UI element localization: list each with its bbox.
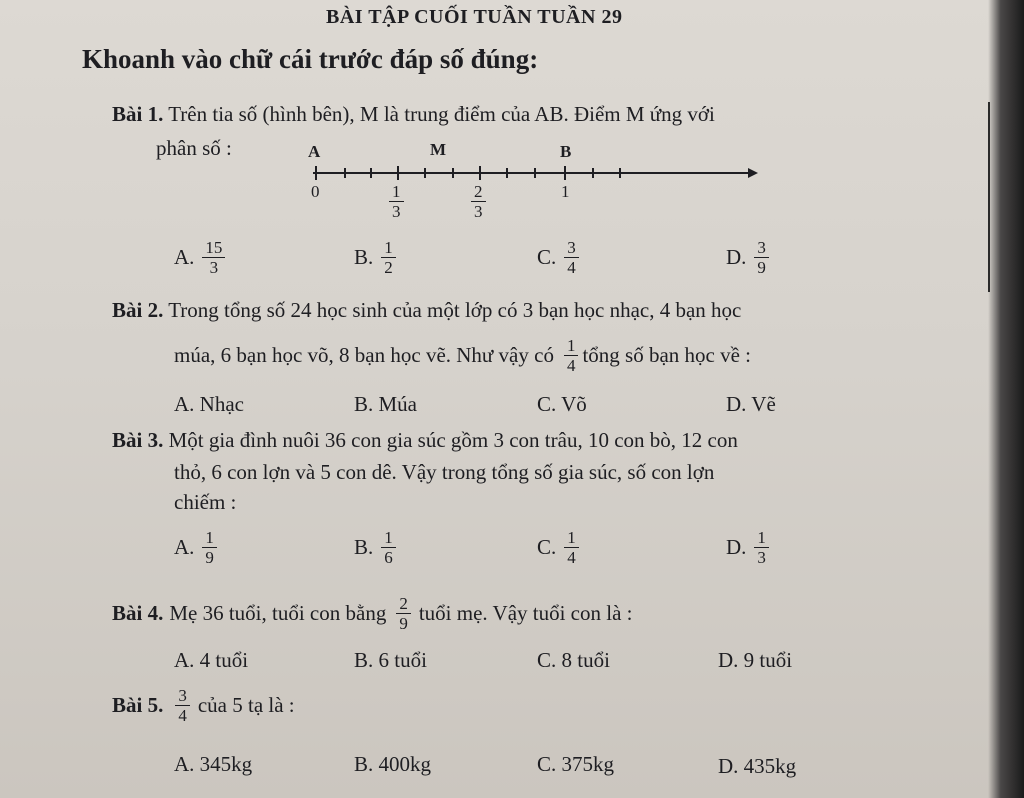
worksheet-title: BÀI TẬP CUỐI TUẦN TUẦN 29 — [326, 6, 623, 28]
nl-one: 1 — [561, 182, 570, 201]
nl-label-m: M — [430, 140, 447, 159]
bai4-option-d[interactable]: D. 9 tuổi — [718, 648, 793, 672]
nl-two-thirds: 2 3 — [471, 182, 486, 221]
bai5-option-b[interactable]: B. 400kg — [354, 752, 432, 776]
bai2-label: Bài 2. — [112, 298, 164, 322]
bai4-option-a[interactable]: A. 4 tuổi — [174, 648, 249, 672]
bai2-option-d[interactable]: D. Vẽ — [726, 392, 776, 416]
bai5-label: Bài 5. — [112, 693, 164, 717]
bai4-option-b[interactable]: B. 6 tuổi — [354, 648, 427, 672]
bai5-line: Bài 5. 3 4 của 5 tạ là : — [112, 686, 295, 725]
bai1-option-c[interactable]: C. 3 4 — [537, 238, 579, 277]
bai1-text1: Trên tia số (hình bên), M là trung điểm của AB. Điểm M ứng với — [168, 102, 715, 126]
bai5-option-d[interactable]: D. 435kg — [718, 754, 797, 778]
nl-one-third: 1 3 — [389, 182, 404, 221]
bai2-line2: múa, 6 bạn học võ, 8 bạn học vẽ. Như vậy có 1 4 tổng số bạn học về : — [174, 336, 752, 375]
bai5-option-c[interactable]: C. 375kg — [537, 752, 615, 776]
bai5-fraction: 3 4 — [175, 686, 190, 725]
bai2-option-c[interactable]: C. Võ — [537, 392, 587, 416]
nl-zero: 0 — [311, 182, 320, 201]
bai1-text2: phân số : — [156, 136, 232, 160]
nl-label-a: A — [308, 142, 321, 161]
bai3-option-c[interactable]: C. 1 4 — [537, 528, 579, 567]
bai3-text2: thỏ, 6 con lợn và 5 con dê. Vậy trong tổng số gia súc, số con lợn — [174, 460, 715, 484]
bai3-text1: Một gia đình nuôi 36 con gia súc gồm 3 con trâu, 10 con bò, 12 con — [168, 428, 738, 452]
bai3-label: Bài 3. — [112, 428, 164, 452]
bai4-fraction: 2 9 — [396, 594, 411, 633]
bai5-option-a[interactable]: A. 345kg — [174, 752, 253, 776]
instruction: Khoanh vào chữ cái trước đáp số đúng: — [82, 44, 539, 74]
bai2-option-a[interactable]: A. Nhạc — [174, 392, 244, 416]
bai2-fraction: 1 4 — [564, 336, 579, 375]
bai4-line: Bài 4. Mẹ 36 tuổi, tuổi con bằng 2 9 tuổi mẹ. Vậy tuổi con là : — [112, 594, 633, 633]
bai3-option-b[interactable]: B. 1 6 — [354, 528, 396, 567]
nl-label-b: B — [560, 142, 572, 161]
bai4-label: Bài 4. — [112, 601, 164, 625]
bai2-option-b[interactable]: B. Múa — [354, 392, 417, 416]
bai3-text3: chiếm : — [174, 490, 237, 514]
bai1-option-b[interactable]: B. 1 2 — [354, 238, 396, 277]
bai4-option-c[interactable]: C. 8 tuổi — [537, 648, 610, 672]
bai1-option-d[interactable]: D. 3 9 — [726, 238, 769, 277]
bai3-line1 — [112, 428, 738, 453]
bai3-option-d[interactable]: D. 1 3 — [726, 528, 769, 567]
bai1-label: Bài 1. — [112, 102, 164, 126]
bai1-option-a[interactable]: A. 15 3 — [174, 238, 225, 277]
bai3-option-a[interactable]: A. 1 9 — [174, 528, 217, 567]
bai2-line1 — [112, 298, 741, 323]
bai2-text1: Trong tổng số 24 học sinh của một lớp có 3 bạn học nhạc, 4 bạn học — [168, 298, 742, 322]
